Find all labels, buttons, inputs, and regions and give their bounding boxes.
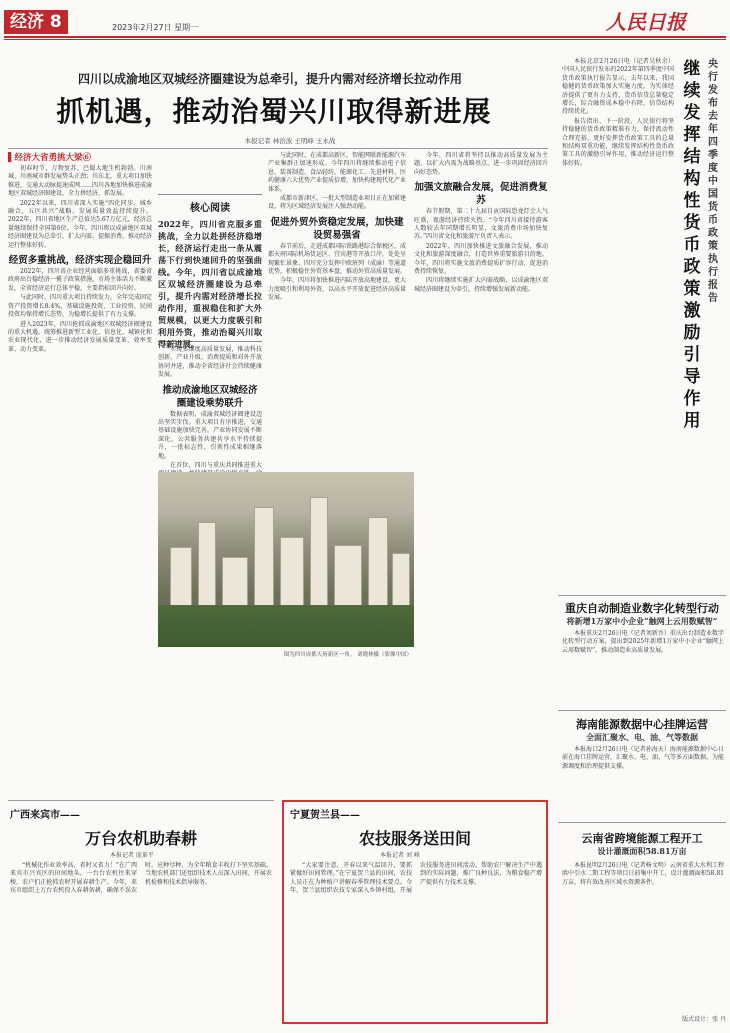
paragraph: 与此同时，四川重大项目持续发力，全年完成固定资产投资增长8.4%，基础设施投资、工业投资、民间投资均保持增长态势，为稳增长提供了有力支撑。 — [8, 294, 153, 319]
brief-subtitle-hainan: 全面汇聚水、电、油、气等数据 — [586, 732, 698, 742]
paragraph: 今年，四川省将坚持以推动高质量发展为主题，以扩大内需为战略基点，进一步巩固经济回升向好态势。 — [414, 152, 548, 176]
lead-column-4 — [414, 152, 548, 792]
subhead: 经贸多重挑战，经济实现企稳回升 — [8, 255, 152, 267]
bottom-rule — [8, 800, 274, 801]
paper-logo: 人民日报 — [606, 10, 686, 34]
lead-byline: 本报记者 林治波 王明峰 王永战 — [244, 137, 336, 145]
paragraph: 本报海口2月26日电（记者孙海天）海南能源数据中心日前在海口挂牌运营，汇聚水、电、油、气等多方面数据，为能源调度和治理提供支撑。 — [562, 746, 725, 770]
paragraph: 本报昆明2月26日电（记者杨文明）云南省重大水利工程滇中引水二期工程等项目日前集中开工，设计灌溉面积58.81万亩，将有效改善区域水资源条件。 — [562, 862, 724, 886]
paragraph: 2022年以来，四川省深入实施“四化同步、城乡融合、五区共兴”战略，发展质量效益持续提升。2022年，四川省地区生产总值达5.67万亿元，经济总量继续保持全国第6位。今年，四川将以成渝地区双城经济圈建设为总牵引，扩大内需、提振消费，推动经济运行整体好转。 — [8, 199, 153, 249]
paragraph: 在首位，四川与重庆共同推进重大 — [170, 462, 262, 470]
ningxia-headline: 农技服务送田间 — [358, 829, 471, 848]
paragraph: 本报北京2月26日电（记者吴秋余）中国人民银行发布的2022年第四季度中国货币政策执行报告显示，去年以来，我国稳健的货币政策加大实施力度，为实体经济提供了更有力支持，货币信贷总量稳定增长，综合融资成本稳中有降，信贷结构持续优化。 — [562, 58, 674, 116]
paragraph: “大家要注意，开春以来气温回升，要抓紧做好田间管理。”在宁夏贺兰县的田间，农技人员正在为种植户讲解春季管理技术要点。今年，贺兰县组织农技专家深入乡镇村组，开展农技服务进田间活动，帮助农户解决生产中遇到的实际问题，推广良种良法，为粮食稳产增产提供有力技术支撑。 — [290, 862, 542, 895]
brief-title-chongqing: 重庆自动制造业数字化转型行动 — [565, 602, 719, 615]
guangxi-headline: 万台农机助春耕 — [84, 829, 197, 848]
header-rule-thin — [4, 39, 726, 40]
brief-text-chongqing — [562, 630, 724, 702]
layout-credit: 版式设计：张 丹 — [682, 1016, 726, 1023]
lead-rule — [8, 148, 548, 149]
brief-rule — [558, 595, 726, 596]
series-tag: ▌经济大省勇挑大梁⑥ — [8, 153, 92, 163]
paragraph: 本报重庆2月26日电（记者刘新吾）重庆出台制造业数字化转型行动方案，提出到2025年新增1万家中小企业“触网上云用数赋智”，推动制造业高质量发展。 — [562, 630, 724, 654]
paragraph: 与此同时，在成都高新区，智能网联新能源汽车产业集群正加速形成。今年四川将继续推动电子信息、装备制造、食品轻纺、能源化工、先进材料、医药健康六大优势产业提质倍增，加快构建现代化产业体系。 — [268, 152, 407, 193]
paragraph: 四川将继续实施扩大内需战略，以成渝地区双城经济圈建设为牵引，持续增强发展新动能。 — [414, 277, 548, 293]
paragraph: 今年，四川将加快推进内陆开放高地建设，更大力度吸引和利用外资，以高水平开放促进经济高质量发展。 — [268, 277, 407, 302]
paragraph: 春节假期，第二十九届自贡国际恐龙灯会人气旺盛，夜游经济持续火热。“今年四川省接待游客人数较去年同期增长明显，文旅消费市场加快复苏。”四川省文化和旅游厅负责人表示。 — [414, 208, 548, 241]
core-reading-title: 核心阅读 — [190, 203, 230, 214]
brief-rule — [558, 822, 726, 823]
subhead: 推动成渝地区双城经济圈建设乘势联升 — [162, 384, 258, 409]
city-photo — [158, 472, 414, 647]
lead-kicker: 四川以成渝地区双城经济圈建设为总牵引，提升内需对经济增长拉动作用 — [77, 72, 462, 86]
ningxia-byline: 本报记者 刘 峰 — [380, 852, 420, 859]
subhead: 促进外贸外资稳定发展，加快建设贸易强省 — [270, 216, 404, 241]
guangxi-byline: 本报记者 庞革平 — [110, 852, 154, 859]
issue-date: 2023年2月27日 星期一 — [112, 23, 199, 32]
brief-title-hainan: 海南能源数据中心挂牌运营 — [576, 718, 708, 731]
lead-column-1 — [8, 152, 152, 797]
photo-caption: 图为四川成都天府新区一角。 刘晓林摄（影像中国） — [283, 652, 412, 658]
brief-text-hainan — [562, 746, 724, 808]
paragraph: 报告指出，下一阶段，人民银行将坚持稳健的货币政策精准有力，保持流动性合理充裕，更好发挥货币政策工具的总量和结构双重功能，继续发挥结构性货币政策工具的激励引导作用，推动经济运行整体好转。 — [562, 117, 674, 167]
brief-text-yunnan — [562, 862, 724, 1002]
lead-column-2 — [158, 346, 262, 468]
brief-rule — [558, 710, 726, 711]
paragraph: 春节前后，走进成都国际铁路港综合保税区，成都天府国际机场货运区、宜宾港等开放口岸，处处呈现繁忙景象。四川充分发挥中欧班列（成渝）等通道优势，积极稳住外贸基本盘，推动外贸高质量发展。 — [268, 242, 407, 276]
paragraph: 实现多维度高质量发展，推动科技创新、产业升级、消费提质和对外开放协同并进，推动全省经济社会持续健康发展。 — [158, 346, 262, 379]
ningxia-kicker: 宁夏贺兰县—— — [290, 810, 360, 821]
paragraph: 初春时节，万物复苏，巴蜀大地生机勃勃。川南城、川南城市群发展势头正劲；川东北，重大项目加快推进，交通大动脉提速成网……四川各地加快推进成渝地区双城经济圈建设，全力拼经济、抓发展。 — [8, 165, 153, 198]
core-reading-text: 2022年，四川省克服多重挑战，全力以赴拼经济稳增长，经济运行走出一条从震荡下行到快速回升的坚强曲线。今年，四川省以成渝地区双城经济圈建设为总牵引，提升内需对经济增长拉动作用，重视稳住和扩大外贸规模，以更大力度吸引和利用外资，推动治蜀兴川取得新进展。 — [158, 219, 262, 349]
brief-subtitle-yunnan: 设计灌溉面积58.81万亩 — [597, 846, 687, 856]
vertical-kicker: 央行发布去年四季度中国货币政策执行报告 — [708, 59, 718, 304]
ningxia-article — [290, 862, 542, 1018]
paragraph: 成都市新津区，一批大型制造业项目正在加紧建设，将为区域经济发展注入强劲动能。 — [268, 195, 407, 211]
section-label: 经济 8 — [4, 10, 68, 34]
paragraph: 进入2023年，四川抢抓成渝地区双城经济圈建设的重大机遇，统筹推进新型工业化、信息化、城镇化和农业现代化，进一步推动经济发展质量变革、效率变革、动力变革。 — [8, 320, 153, 353]
subhead: 加强文旅融合发展，促进消费复苏 — [414, 182, 548, 207]
guangxi-article — [10, 862, 272, 1022]
brief-subtitle-chongqing: 将新增1万家中小企业“触网上云用数赋智” — [566, 616, 718, 626]
paragraph: “机械化作业效率高，省时又省力！”在广西来宾市兴宾区的田间地头，一台台农机往来穿梭，农户们正抢抓农时开展春耕生产。今年，来宾市组织上万台农机投入春耕备耕，确保不误农时、应种尽种，为全年粮食丰收打下坚实基础。当地农机部门还组织技术人员深入田间，开展农机检修和技术指导服务。 — [10, 862, 272, 895]
brief-title-yunnan: 云南省跨境能源工程开工 — [581, 832, 703, 845]
paragraph: 2022年，四川加快推进文旅融合发展，推动文化和旅游深度融合，打造世界重要旅游目的地。今年，四川将实施文旅消费提质扩容行动，促进消费持续恢复。 — [414, 242, 548, 276]
lead-headline: 抓机遇，推动治蜀兴川取得新进展 — [56, 95, 492, 128]
lead-column-3 — [268, 152, 406, 468]
masthead — [0, 0, 730, 36]
paragraph: 数据表明，成渝双城经济圈建设迈出坚实步伐。重大项目有序推进，交通基础设施加快完善，产业协同发展不断深化，公共服务共建共享水平持续提升，一批标志性、引领性成果相继落地。 — [158, 410, 262, 460]
paragraph: 2022年，四川省企业经营面临多重挑战，省委省政府出台稳经济一揽子政策措施，市场主体活力不断激发，全省经济运行总体平稳，主要指标回升向好。 — [8, 268, 153, 292]
vertical-headline: 继续发挥结构性货币政策激励引导作用 — [683, 59, 701, 431]
guangxi-kicker: 广西来宾市—— — [10, 810, 80, 821]
monetary-policy-article — [562, 58, 674, 558]
core-reading-box — [158, 194, 262, 349]
header-rule — [4, 36, 726, 38]
